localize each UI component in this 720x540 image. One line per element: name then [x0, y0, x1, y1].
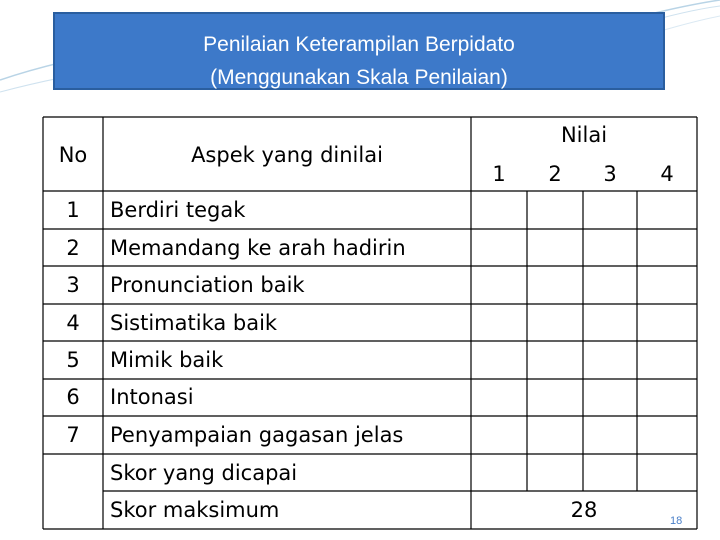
row-2-aspect: Memandang ke arah hadirin — [110, 236, 406, 260]
header-no: No — [58, 143, 88, 167]
score-level-3: 3 — [603, 162, 617, 186]
page-number: 18 — [670, 515, 683, 527]
score-level-2: 2 — [548, 162, 562, 186]
row-5-aspect: Mimik baik — [110, 348, 224, 372]
row-7-no: 7 — [66, 423, 80, 447]
title-line-2: (Menggunakan Skala Penilaian) — [210, 66, 508, 89]
row-7-aspect: Penyampaian gagasan jelas — [110, 423, 404, 447]
row-3-no: 3 — [66, 273, 80, 297]
title-line-1: Penilaian Keterampilan Berpidato — [203, 33, 515, 56]
score-max-value: 28 — [570, 498, 598, 522]
row-3-aspect: Pronunciation baik — [110, 273, 305, 297]
score-achieved-label: Skor yang dicapai — [110, 461, 298, 485]
row-5-no: 5 — [66, 348, 80, 372]
header-aspect: Aspek yang dinilai — [191, 143, 383, 167]
row-2-no: 2 — [66, 236, 80, 260]
score-max-label: Skor maksimum — [110, 498, 280, 522]
header-score: Nilai — [560, 123, 608, 147]
score-level-4: 4 — [660, 162, 674, 186]
score-level-1: 1 — [492, 162, 506, 186]
row-1-no: 1 — [66, 198, 80, 222]
row-1-aspect: Berdiri tegak — [110, 198, 246, 222]
row-4-aspect: Sistimatika baik — [110, 311, 278, 335]
row-6-aspect: Intonasi — [110, 385, 194, 409]
row-6-no: 6 — [66, 385, 80, 409]
row-4-no: 4 — [66, 311, 80, 335]
